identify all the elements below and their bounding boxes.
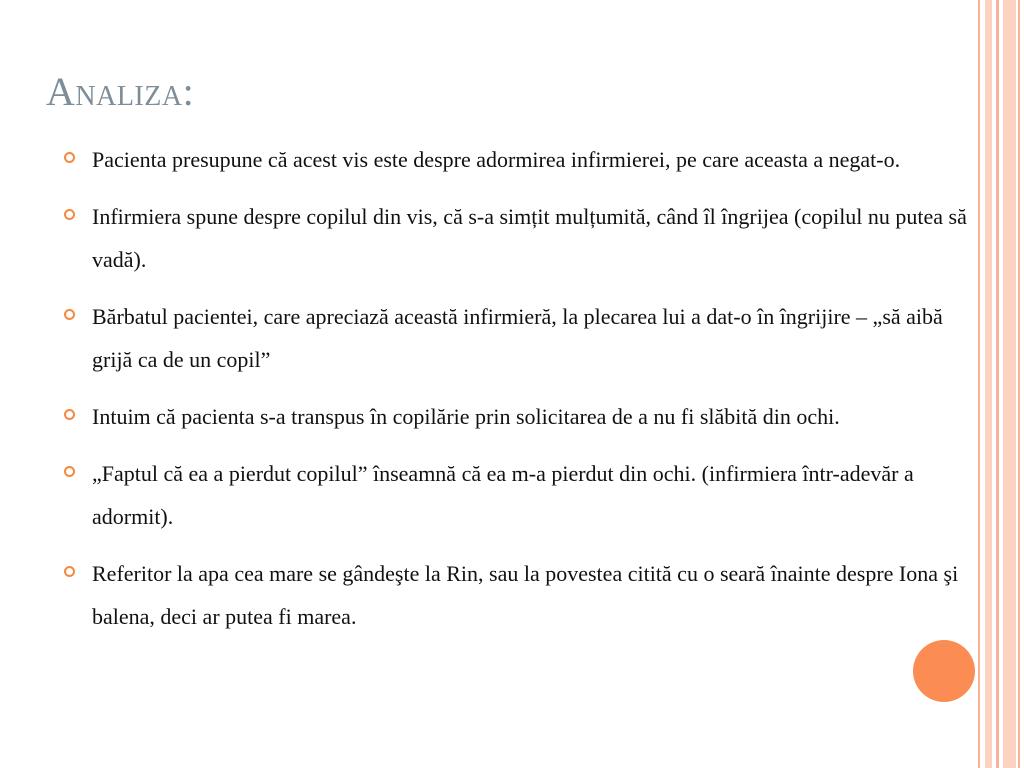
decorative-stripe <box>985 0 992 768</box>
decorative-stripe <box>1003 0 1016 768</box>
bullet-ring-icon <box>64 409 75 420</box>
decorative-stripe <box>1018 0 1020 768</box>
bullet-text: Referitor la apa cea mare se gândeşte la Rin, sau la povestea citită cu o seară înainte despre Iona şi balena, deci ar putea fi marea. <box>92 561 959 629</box>
decorative-stripe <box>996 0 999 768</box>
bullet-ring-icon <box>64 152 75 163</box>
bullet-ring-icon <box>64 309 75 320</box>
bullet-list <box>62 138 967 652</box>
bullet-item <box>62 452 967 538</box>
bullet-text: „Faptul că ea a pierdut copilul” înseamnă că ea m-a pierdut din ochi. (infirmiera într-adevăr a adormit). <box>92 461 914 529</box>
bullet-item <box>62 395 967 438</box>
bullet-ring-icon <box>64 209 75 220</box>
bullet-item <box>62 195 967 281</box>
bullet-text: Pacienta presupune că acest vis este despre adormirea infirmierei, pe care aceasta a negat-o. <box>92 147 901 172</box>
slide-title: Analiza: <box>46 69 195 114</box>
bullet-text: Bărbatul pacientei, care apreciază această infirmieră, la plecarea lui a dat-o în îngrijire – „să aibă grijă ca de un copil” <box>92 304 943 372</box>
bullet-item <box>62 552 967 638</box>
bullet-ring-icon <box>64 566 75 577</box>
bullet-ring-icon <box>64 466 75 477</box>
bullet-text: Intuim că pacienta s-a transpus în copilărie prin solicitarea de a nu fi slăbită din ochi. <box>92 404 840 429</box>
decorative-stripe <box>978 0 980 768</box>
bullet-item <box>62 138 967 181</box>
bullet-item <box>62 295 967 381</box>
decorative-circle <box>913 640 975 702</box>
bullet-text: Infirmiera spune despre copilul din vis, că s-a simțit mulțumită, când îl îngrijea (copilul nu putea să vadă). <box>92 204 967 272</box>
